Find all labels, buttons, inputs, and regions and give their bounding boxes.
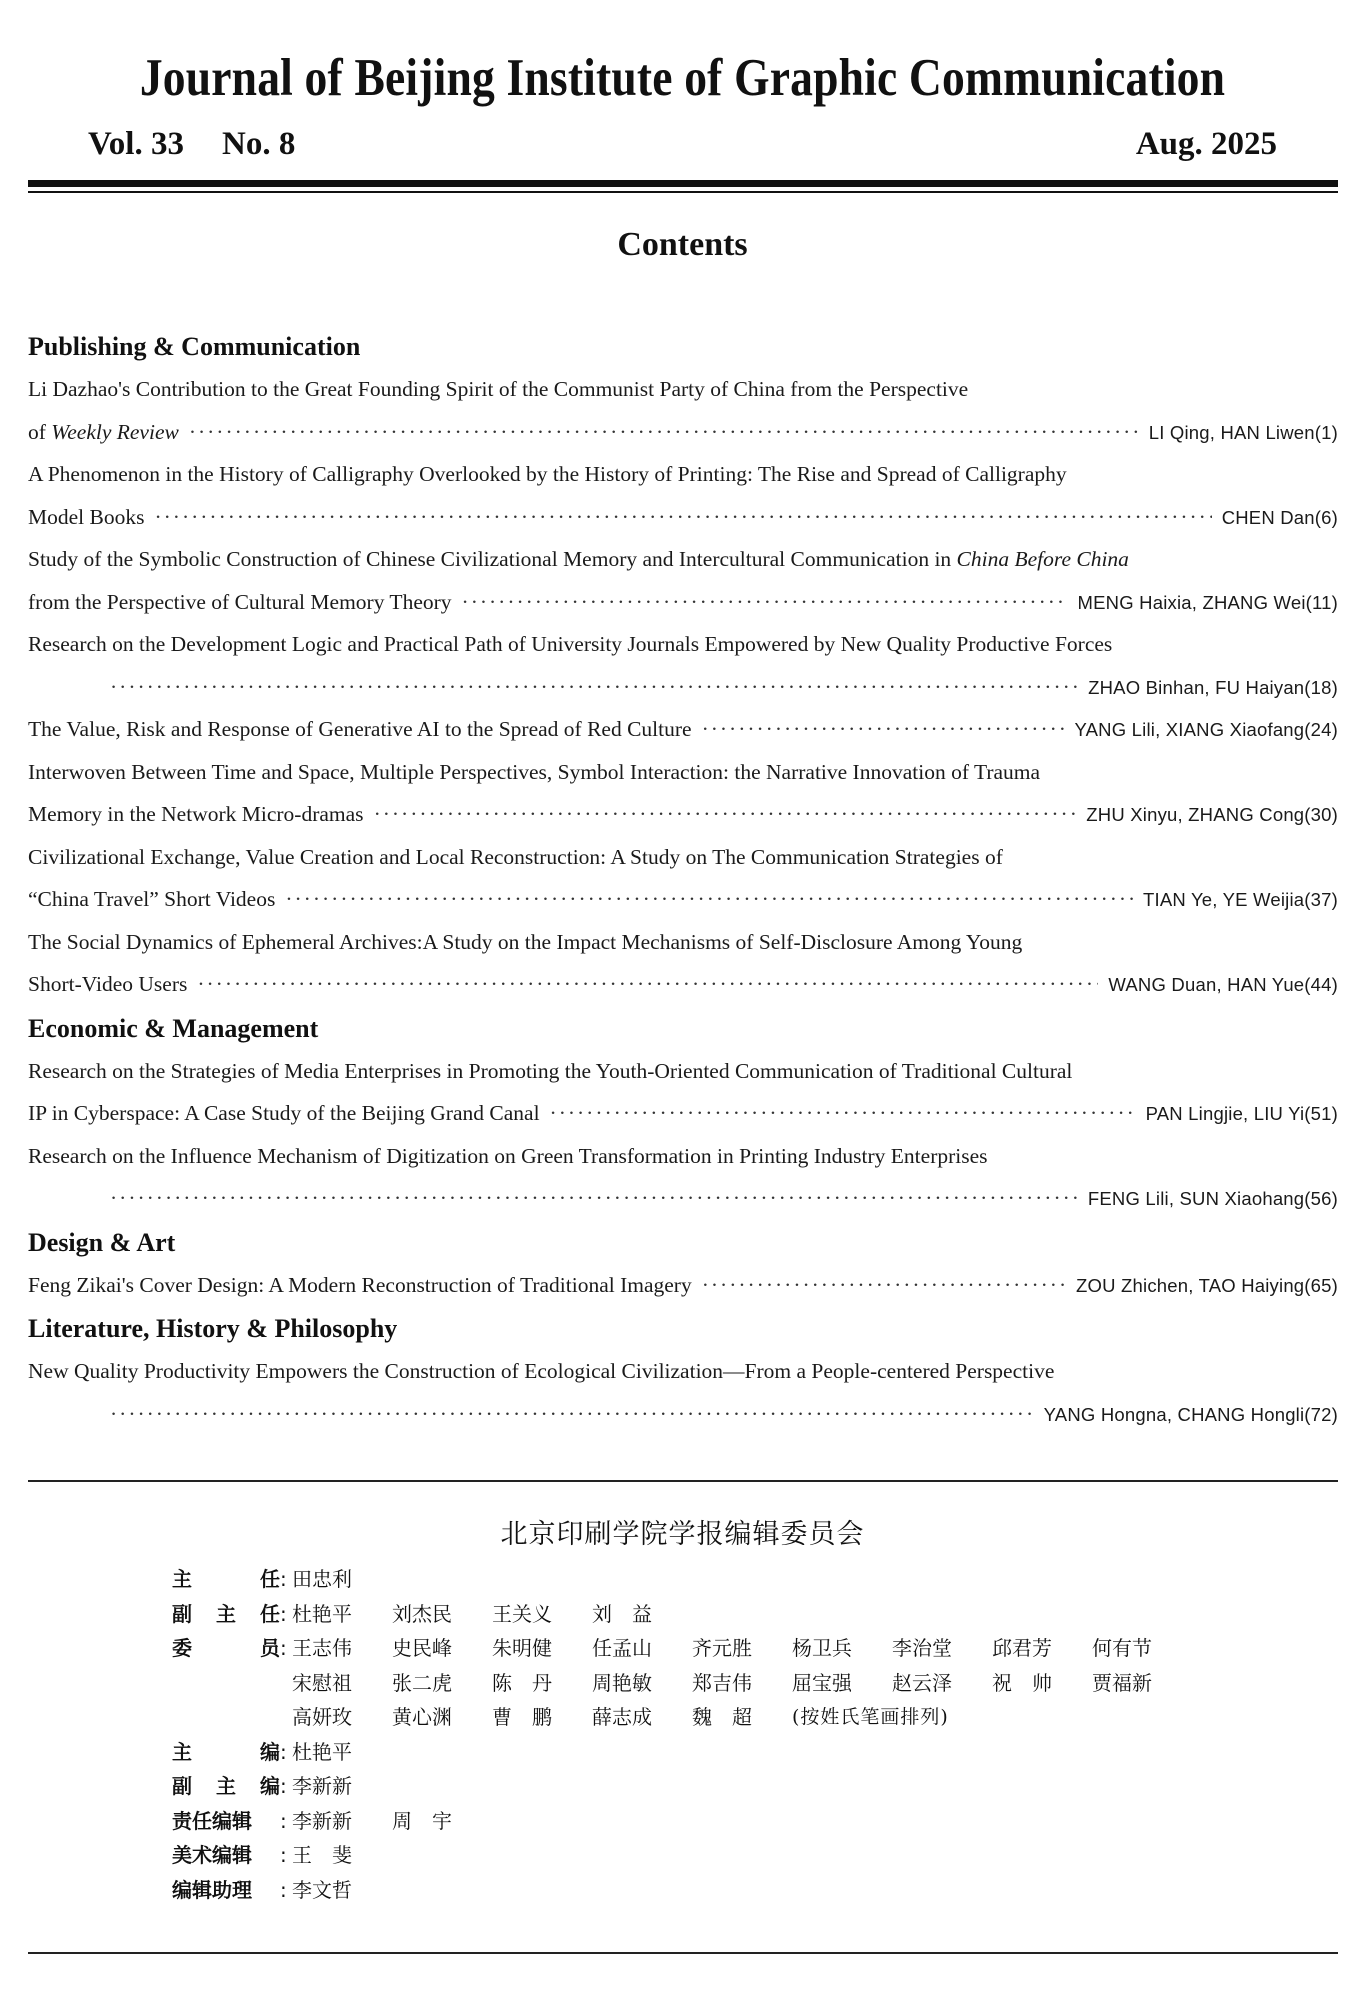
board-row [172,1838,1192,1873]
board-member-name: 杜艳平 [292,1601,352,1626]
board-member-name: 王关义 [492,1601,552,1626]
board-colon: : [280,1636,287,1660]
board-names [292,1597,692,1632]
board-row [172,1562,1192,1597]
board-member-name: 郑吉伟 [692,1670,752,1695]
leader-dots [189,411,1139,454]
board-role [172,1562,280,1597]
board-role-char: 主 [216,1601,236,1626]
entry-title-line: Li Dazhao's Contribution to the Great Founding Spirit of the Communist Party of China from the Perspective [28,377,969,401]
entry-title-text [28,1264,692,1307]
board-member-name: 王志伟 [292,1636,352,1660]
board-names [292,1735,392,1770]
board-role-char: 责任编辑 [172,1808,252,1833]
board-names [292,1700,949,1735]
board-colon: : [280,1877,287,1902]
board-member-name: 杨卫兵 [792,1636,852,1660]
board-colon: : [280,1739,287,1764]
board-member-name: 李文哲 [292,1877,352,1902]
entry-title-line: Research on the Strategies of Media Enterprises in Promoting the Youth-Oriented Communication of Traditional Cultural [28,1058,1073,1083]
table-of-contents [28,324,1338,1435]
header-rule-thin [28,191,1338,193]
board-member-name: 王 斐 [292,1843,352,1867]
entry-authors-page: ZHAO Binhan, FU Haiyan(18) [1088,676,1338,698]
entry-last-line [28,581,1338,624]
entry-authors-page: YANG Lili, XIANG Xiaofang(24) [1074,719,1338,740]
volume-issue [88,126,295,163]
board-role-char: 主 [172,1739,192,1764]
entry-last-line [28,963,1338,1006]
board-member-name: 屈宝强 [792,1670,852,1695]
board-role-char: 副 [172,1601,192,1626]
entry-title-line: Civilizational Exchange, Value Creation and Local Reconstruction: A Study on The Communication Strategies of [28,844,1003,869]
entry-last-line [28,1177,1338,1220]
entry-last-line [28,793,1338,836]
issue-date: Aug. 2025 [1135,126,1277,162]
toc-entry [28,751,1338,836]
board-member-name: 陈 丹 [492,1670,552,1695]
entry-title-text [28,1092,540,1135]
board-role [172,1804,280,1839]
board-names [292,1769,392,1804]
entry-authors-page: YANG Hongna, CHANG Hongli(72) [1043,1403,1338,1425]
entry-authors-page: LI Qing, HAN Liwen(1) [1148,421,1338,443]
board-member-name: 祝 帅 [992,1670,1052,1695]
board-colon: : [280,1843,287,1867]
header-rule-thick [28,180,1338,187]
entry-title-text [28,878,275,921]
entry-authors-page: ZOU Zhichen, TAO Haiying(65) [1076,1274,1338,1296]
toc-entry [28,708,1338,751]
board-role-char: 编 [260,1774,280,1798]
board-member-name: 史民峰 [392,1636,452,1660]
entry-title-line: A Phenomenon in the History of Calligraphy Overlooked by the History of Printing: The Rise and Spread of Calligraphy [28,462,1067,486]
entry-title-text [28,793,364,836]
entry-authors-page: CHEN Dan(6) [1221,506,1338,528]
entry-authors-page: TIAN Ye, YE Weijia(37) [1143,889,1338,910]
entry-authors-page: MENG Haixia, ZHANG Wei(11) [1077,591,1338,613]
editorial-board-title: 北京印刷学院学报编辑委员会 [500,1519,865,1550]
entry-title-line: The Social Dynamics of Ephemeral Archives:A Study on the Impact Mechanisms of Self-Disclosure Among Young [28,929,1023,954]
board-order-note: (按姓氏笔画排列) [792,1706,949,1728]
section-heading: Economic & Management [28,1013,319,1043]
leader-dots [110,666,1078,709]
entry-title-italic: Weekly Review [51,419,179,444]
entry-title-part: “China Travel” Short Videos [28,887,276,911]
board-member-name: 朱明健 [492,1636,552,1660]
entry-title-part: Model Books [28,504,145,529]
board-colon: : [280,1774,287,1798]
board-names [292,1873,392,1908]
board-role-char: 编辑助理 [172,1877,252,1902]
board-row [172,1769,1192,1804]
leader-dots [702,1264,1066,1307]
board-member-name: 周艳敏 [592,1670,652,1695]
board-role [172,1597,280,1632]
board-names [292,1666,1192,1701]
board-role-char: 美术编辑 [172,1843,252,1867]
entry-title-part: Short-Video Users [28,972,188,996]
entry-title-part: The Value, Risk and Response of Generative AI to the Spread of Red Culture [28,717,692,741]
toc-entry [28,1050,1338,1135]
entry-authors-page: WANG Duan, HAN Yue(44) [1108,974,1338,995]
board-member-name: 杜艳平 [292,1739,352,1764]
board-row [172,1735,1192,1770]
board-names [292,1804,492,1839]
toc-entry [28,368,1338,453]
board-member-name: 周 宇 [392,1808,452,1833]
board-role-char: 任 [260,1567,280,1591]
entry-last-line [28,496,1338,539]
entry-title-text: Study of the Symbolic Construction of Chinese Civilizational Memory and Intercultural Communication in [28,547,957,571]
board-member-name: 高妍玫 [292,1705,352,1729]
board-role [172,1838,280,1873]
entry-title-part: of [28,419,52,444]
board-colon: : [280,1601,287,1626]
entry-authors-page: ZHU Xinyu, ZHANG Cong(30) [1086,804,1338,825]
board-row [172,1804,1192,1839]
board-member-name: 魏 超 [692,1705,752,1729]
toc-entry [28,836,1338,921]
leader-dots [285,878,1133,921]
board-member-name: 薛志成 [592,1705,652,1729]
entry-title-text [28,411,179,454]
leader-dots [110,1393,1034,1436]
board-names [292,1562,392,1597]
entry-title-text [28,708,692,751]
board-member-name: 李新新 [292,1774,352,1798]
leader-dots [154,496,1211,539]
entry-title-line: Research on the Influence Mechanism of Digitization on Green Transformation in Printing Industry Enterprises [28,1143,988,1168]
board-names [292,1838,392,1873]
entry-title-line: Interwoven Between Time and Space, Multiple Perspectives, Symbol Interaction: the Narrative Innovation of Trauma [28,759,1041,784]
board-row [172,1597,1192,1632]
entry-title-line [28,538,1338,581]
entry-title-part: Memory in the Network Micro-dramas [28,802,364,826]
board-member-name: 张二虎 [392,1670,452,1695]
board-member-name: 宋慰祖 [292,1670,352,1695]
entry-title-text [28,496,144,539]
contents-heading: Contents [617,226,748,263]
board-role-char: 编 [260,1739,280,1764]
board-member-name: 贾福新 [1092,1670,1152,1695]
entry-authors-page: PAN Lingjie, LIU Yi(51) [1145,1103,1338,1124]
board-divider-top [28,1480,1338,1482]
board-member-name: 邱君芳 [992,1636,1052,1660]
board-role-char: 主 [216,1774,236,1798]
volume: Vol. 33 [88,126,184,162]
board-row [172,1631,1192,1666]
board-member-name: 齐元胜 [692,1636,752,1660]
entry-last-line [28,1264,1338,1307]
entry-title-part: IP in Cyberspace: A Case Study of the Beijing Grand Canal [28,1101,540,1125]
board-row [172,1666,1192,1701]
toc-entry [28,538,1338,623]
board-divider-bottom [28,1952,1338,1954]
board-row [172,1873,1192,1908]
board-role-char: 主 [172,1567,192,1591]
board-member-name: 田忠利 [292,1567,352,1591]
entry-last-line [28,708,1338,751]
board-member-name: 李治堂 [892,1636,952,1660]
entry-title-text [28,963,187,1006]
entry-last-line [28,411,1338,454]
issue-number: No. 8 [221,126,296,162]
entry-last-line [28,666,1338,709]
board-names [292,1631,1192,1666]
section-heading: Design & Art [28,1227,176,1257]
editorial-board [172,1562,1192,1907]
section-heading: Literature, History & Philosophy [28,1314,398,1343]
board-member-name: 黄心渊 [392,1705,452,1729]
board-role-char: 任 [260,1601,280,1626]
board-role [172,1735,280,1770]
toc-entry [28,1264,1338,1307]
entry-title-line: New Quality Productivity Empowers the Construction of Ecological Civilization—From a People-centered Perspective [28,1359,1055,1383]
entry-title-text [28,581,452,624]
board-role [172,1873,280,1908]
entry-title-line: Research on the Development Logic and Practical Path of University Journals Empowered by New Quality Productive Forces [28,632,1113,656]
board-colon: : [280,1808,287,1833]
board-member-name: 刘杰民 [392,1601,452,1626]
leader-dots [197,963,1098,1006]
entry-last-line [28,878,1338,921]
journal-title: Journal of Beijing Institute of Graphic Communication [139,49,1226,107]
board-row [172,1700,1192,1735]
board-member-name: 刘 益 [592,1601,652,1626]
entry-title-italic: China Before China [956,547,1129,571]
toc-entry [28,921,1338,1006]
board-member-name: 赵云泽 [892,1670,952,1695]
entry-title-part: from the Perspective of Cultural Memory Theory [28,589,452,614]
section-heading: Publishing & Communication [28,332,361,361]
board-role-char: 委 [172,1636,192,1660]
toc-entry [28,1135,1338,1220]
entry-last-line [28,1092,1338,1135]
board-role-char: 员 [260,1636,280,1660]
board-role-char: 副 [172,1774,192,1798]
leader-dots [110,1177,1078,1220]
toc-entry [28,453,1338,538]
leader-dots [550,1092,1136,1135]
leader-dots [462,581,1068,624]
board-member-name: 李新新 [292,1808,352,1833]
board-role [172,1631,280,1666]
leader-dots [702,708,1065,751]
entry-authors-page: FENG Lili, SUN Xiaohang(56) [1087,1188,1338,1209]
board-colon: : [280,1567,287,1591]
entry-title-part: Feng Zikai's Cover Design: A Modern Reconstruction of Traditional Imagery [28,1272,692,1297]
board-role [172,1769,280,1804]
board-member-name: 何有节 [1092,1636,1152,1660]
toc-entry [28,623,1338,708]
board-member-name: 曹 鹏 [492,1705,552,1729]
leader-dots [374,793,1077,836]
toc-entry [28,1350,1338,1435]
entry-last-line [28,1393,1338,1436]
board-member-name: 任孟山 [592,1636,652,1660]
